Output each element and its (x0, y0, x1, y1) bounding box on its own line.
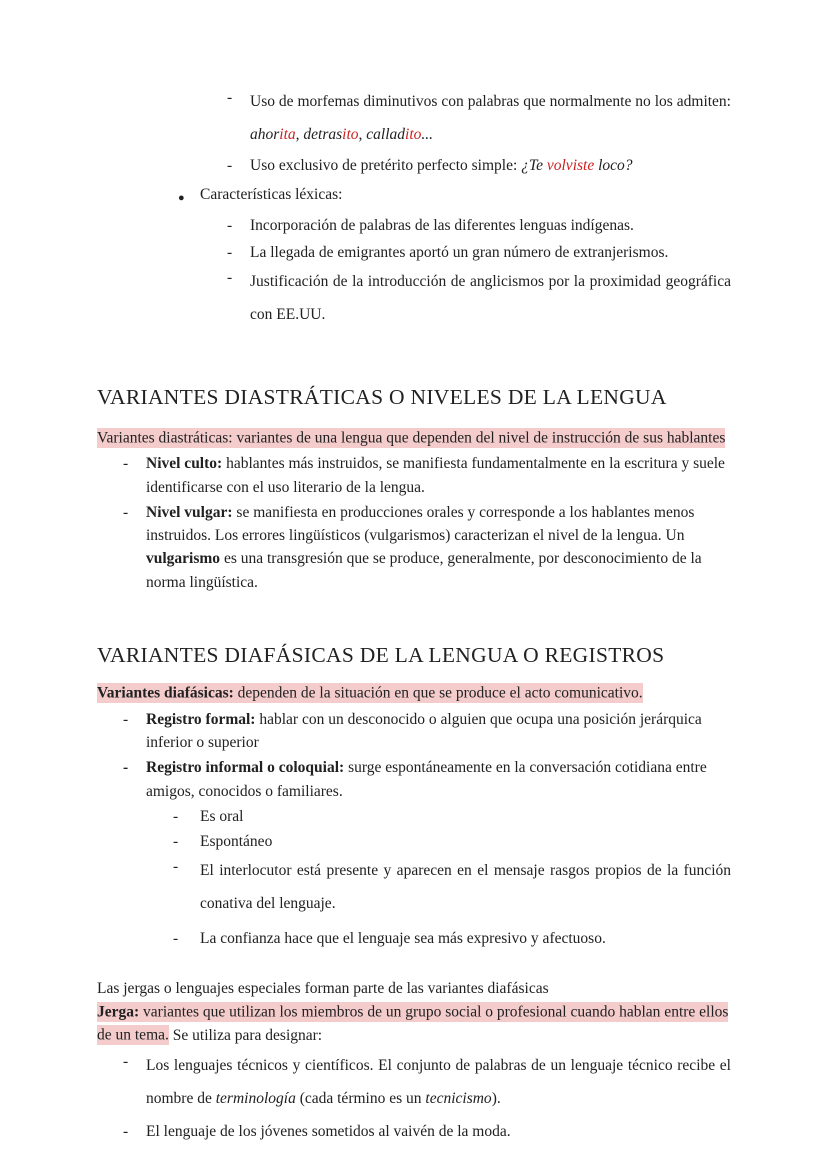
list-dash-marker: - (123, 759, 129, 777)
list-dash-marker: - (173, 930, 179, 948)
list-item-text: Es oral (200, 807, 244, 825)
list-item (227, 214, 731, 237)
list-item-text: El lenguaje de los jóvenes sometidos al vaivén de la moda. (146, 1122, 511, 1140)
list-dash-marker: - (227, 216, 233, 234)
list-dash-marker: - (123, 710, 129, 728)
list-item (173, 805, 731, 828)
list-item (227, 266, 731, 332)
jergas-lead-paragraph: Las jergas o lenguajes especiales forman parte de las variantes diafásicas (97, 980, 549, 998)
list-item (178, 183, 731, 210)
list-dash-marker: - (123, 455, 129, 473)
list-item-text: Incorporación de palabras de las diferentes lenguas indígenas. (250, 216, 634, 234)
section-heading-diafasicas: VARIANTES DIAFÁSICAS DE LA LENGUA O REGISTROS (97, 642, 665, 667)
list-item-text: El interlocutor está presente y aparecen en el mensaje rasgos propios de la función conativa del lenguaje. (200, 862, 731, 913)
list-item (123, 452, 731, 499)
list-item (173, 927, 731, 950)
list-item-text: Uso de morfemas diminutivos con palabras que normalmente no los admiten: ahorita, detrasito, calladito... (250, 93, 731, 143)
intro-list (97, 86, 731, 332)
list-item (123, 501, 731, 594)
list-dash-marker: - (227, 89, 233, 106)
list-dash-marker: - (173, 807, 179, 825)
list-item (173, 830, 731, 853)
list-item-text: Espontáneo (200, 833, 273, 851)
list-item (123, 708, 731, 755)
section-heading-diastraticas: VARIANTES DIASTRÁTICAS O NIVELES DE LA LENGUA (97, 385, 667, 410)
list-item (123, 1050, 731, 1116)
list-item (123, 756, 731, 803)
list-dash-marker: - (227, 156, 233, 174)
list-dash-marker: - (123, 503, 129, 521)
bullet-marker: ● (178, 191, 185, 204)
list-dash-marker: - (123, 1053, 129, 1071)
definition-highlight-diafasicas: Variantes diafásicas: dependen de la situación en que se produce el acto comunicativo. (97, 684, 643, 702)
list-item (227, 86, 731, 152)
list-dash-marker: - (173, 833, 179, 851)
definition-highlight-diastraticas: Variantes diastráticas: variantes de una lengua que dependen del nivel de instrucción de sus hablantes (97, 429, 726, 447)
list-item-text: Uso exclusivo de pretérito perfecto simple: ¿Te volviste loco? (250, 156, 633, 174)
definition-highlight-jerga: Jerga: variantes que utilizan los miembros de un grupo social o profesional cuando hablan entre ellos de un tema. Se utiliza para designar: (97, 1003, 729, 1044)
list-item-text: Nivel culto: hablantes más instruidos, se manifiesta fundamentalmente en la escritura y suele identificarse con el uso literario de la lengua. (146, 455, 725, 496)
diafasicas-list (97, 708, 731, 950)
list-item-text: Justificación de la introducción de anglicismos por la proximidad geográfica con EE.UU. (250, 273, 731, 324)
list-dash-marker: - (173, 858, 179, 876)
list-dash-marker: - (123, 1122, 129, 1140)
list-item-text: La confianza hace que el lenguaje sea más expresivo y afectuoso. (200, 930, 606, 948)
list-item-text: Características léxicas: (200, 185, 343, 203)
list-dash-marker: - (227, 244, 233, 262)
list-item (123, 1120, 731, 1143)
list-item-text: Registro informal o coloquial: surge espontáneamente en la conversación cotidiana entre amigos, conocidos o familiares. (146, 759, 707, 800)
list-item (227, 154, 731, 177)
list-item (227, 241, 731, 264)
list-item-text: La llegada de emigrantes aportó un gran número de extranjerismos. (250, 244, 669, 262)
diastraticas-list (97, 452, 731, 594)
list-item-text: Registro formal: hablar con un desconocido o alguien que ocupa una posición jerárquica inferior o superior (146, 710, 702, 752)
informal-sublist (97, 805, 731, 950)
list-item-text: Nivel vulgar: se manifiesta en producciones orales y corresponde a los hablantes menos instruidos. Los errores lingüísticos (vulgarismos) caracterizan el nivel de la lengua. Un vulgarismo es una transgresión que se produce, generalmente, por desconocimiento de la norma lingüística. (146, 503, 702, 591)
jerga-list (97, 1050, 731, 1143)
list-item (173, 855, 731, 921)
list-dash-marker: - (227, 269, 233, 287)
list-item-text: Los lenguajes técnicos y científicos. El conjunto de palabras de un lenguaje técnico recibe el nombre de terminología (cada término es un tecnicismo). (146, 1057, 731, 1108)
